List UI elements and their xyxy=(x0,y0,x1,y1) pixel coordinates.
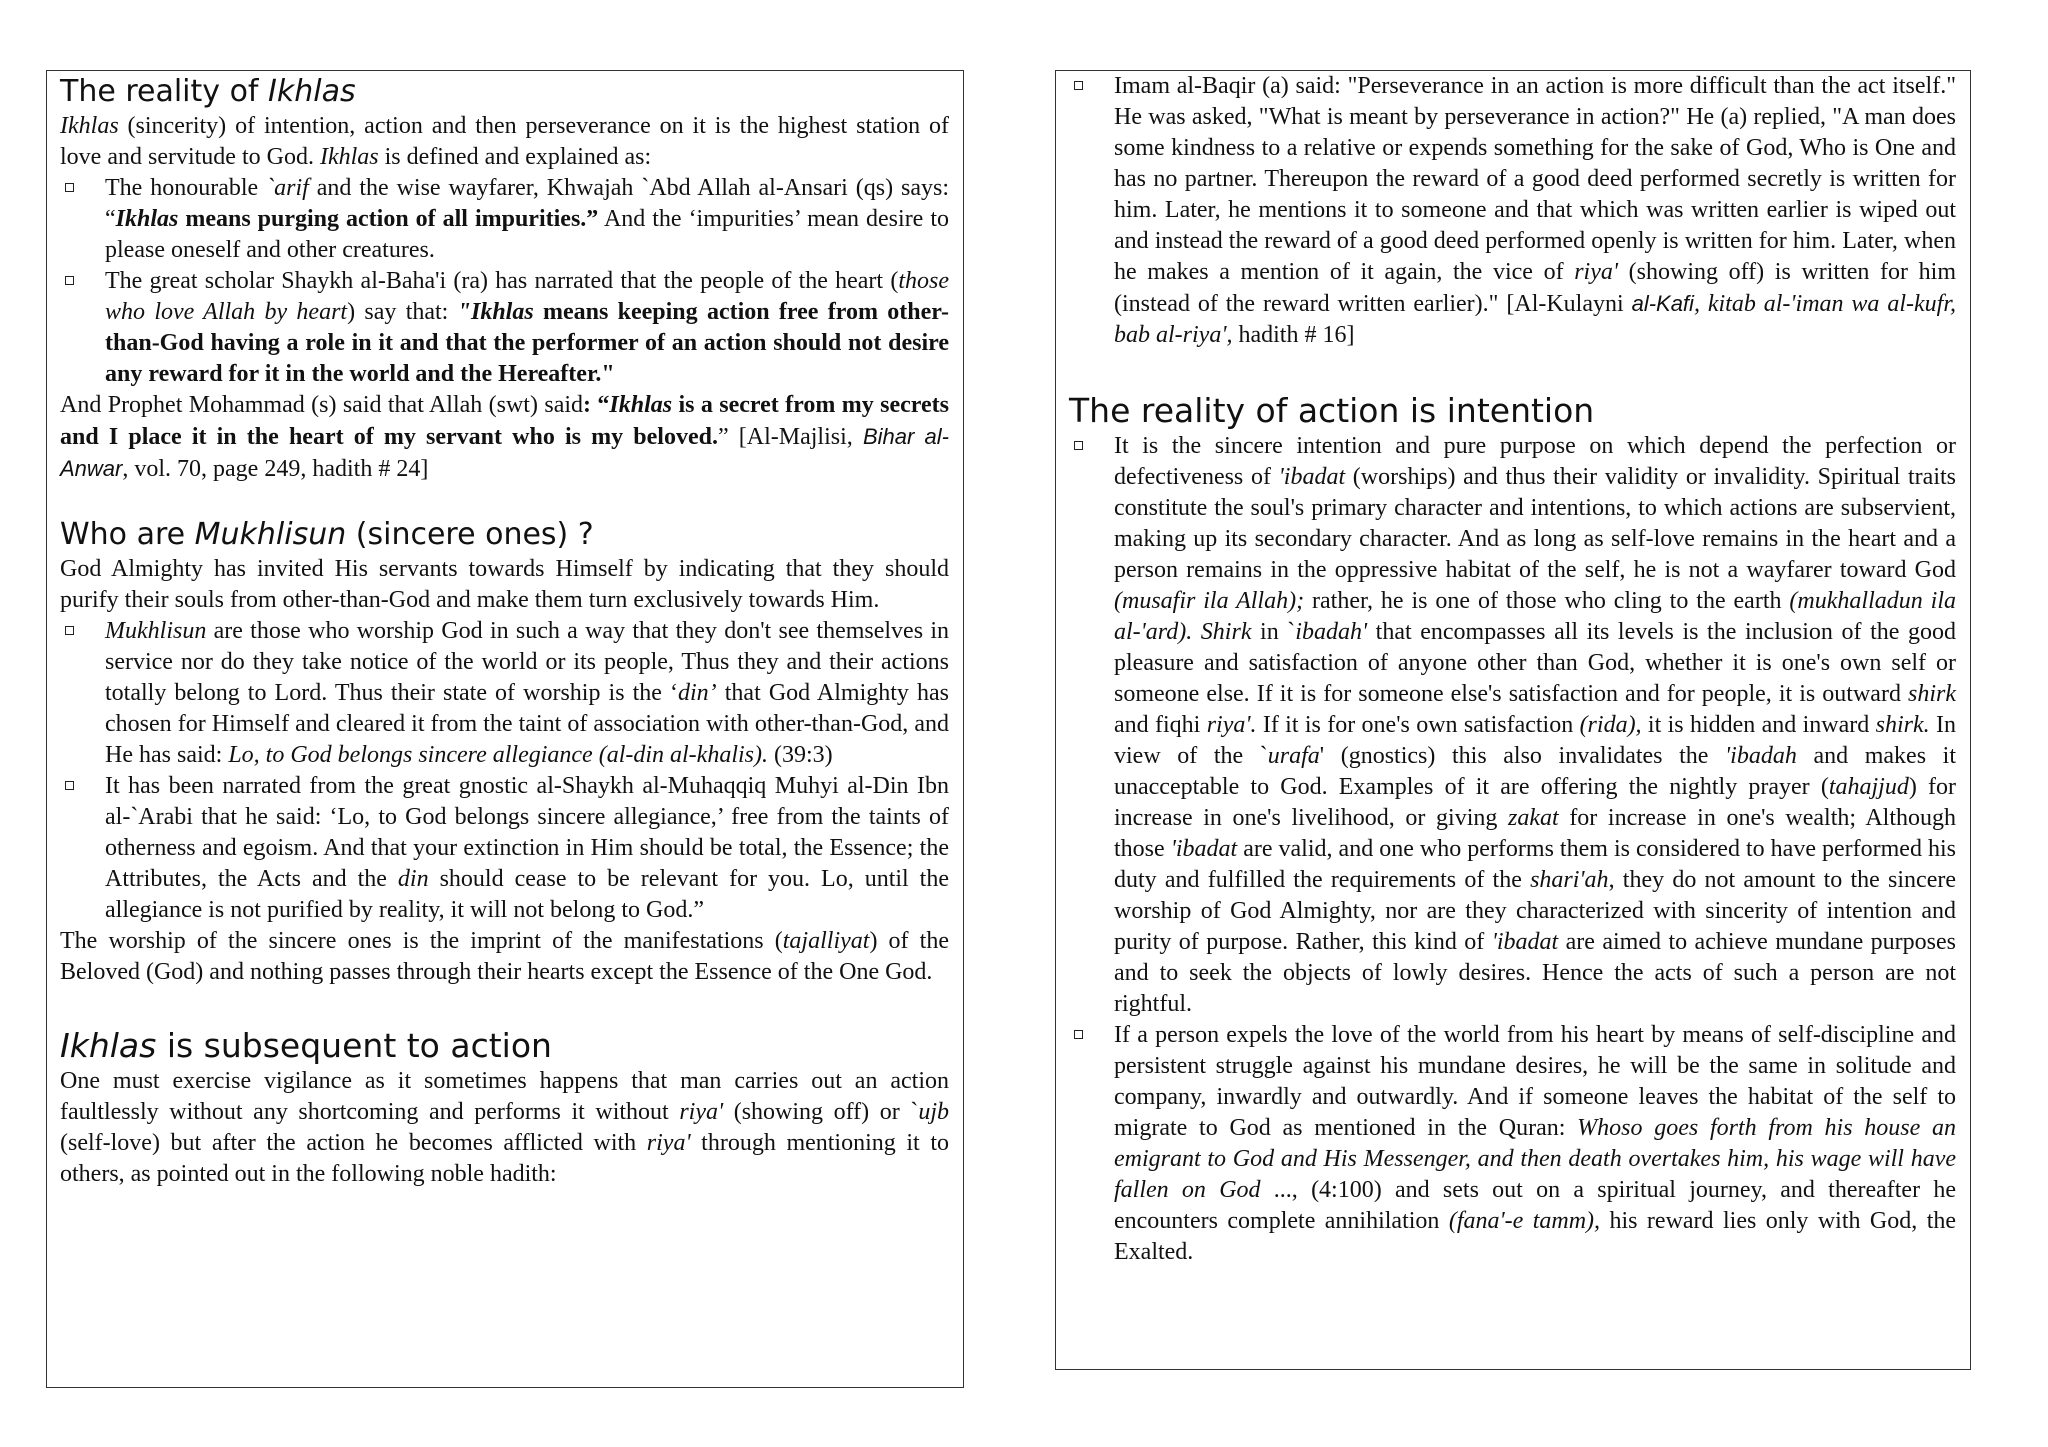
worship-paragraph: The worship of the sincere ones is the imprint of the manifestations (tajalliyat) of the Beloved (God) and nothing passes through their hearts except the Essence of the One God. xyxy=(60,928,950,985)
bullet-ansari: The honourable `arif and the wise wayfarer, Khwajah `Abd Allah al-Ansari (qs) says: “Ikhlas means purging action of all impurities.” And the ‘impurities’ mean desire to please oneself and other creatures. xyxy=(60,173,949,266)
bullet-mukhlisun: Mukhlisun are those who worship God in such a way that they don't see themselves in service nor do they take notice of the world or its people, Thus they and their actions totally belong to Lord. Thus their state of worship is the ‘din’ that God Almighty has chosen for Himself and cleared it from the taint of association with other-than-God, and He has said: Lo, to God belongs sincere allegiance (al-din al-khalis). (39:3) xyxy=(60,616,949,771)
checkbox-bullet-icon xyxy=(1074,441,1083,450)
checkbox-bullet-icon xyxy=(65,781,74,790)
bullet-sincere-intention: It is the sincere intention and pure purpose on which depend the perfection or defectiveness of 'ibadat (worships) and thus their validity or invalidity. Spiritual traits constitute the soul's primary character and intentions, to which actions are subservient, making up its secondary character. And as long as self-love remains in the heart and a person remains in the oppressive habitat of the self, he is not a wayfarer toward God (musafir ila Allah); rather, he is one of those who cling to the earth (mukhalladun ila al-'ard). Shirk in `ibadah' that encompasses all its levels is the inclusion of the good pleasure and satisfaction of anyone other than God, whether it is one's own self or someone else. If it is for someone else's satisfaction and for people, it is outward shirk and fiqhi riya'. If it is for one's own satisfaction (rida), it is hidden and inward shirk. In view of the `urafa' (gnostics) this also invalidates the 'ibadah and makes it unacceptable to God. Examples of it are offering the nightly prayer (tahajjud) for increase in one's livelihood, or giving zakat for increase in one's wealth; Although those 'ibadat are valid, and one who performs them is considered to have performed his duty and fulfilled the requirements of the shari'ah, they do not amount to the sincere worship of God Almighty, nor are they characterized with sincerity of intention and purity of purpose. Rather, this kind of 'ibadat are aimed to achieve mundane purposes and to seek the objects of lowly desires. Hence the acts of such a person are not rightful. xyxy=(1069,431,1956,1020)
heading-reality-of-ikhlas: The reality of Ikhlas xyxy=(60,74,356,109)
checkbox-bullet-icon xyxy=(65,626,74,635)
bullet-bahai: The great scholar Shaykh al-Baha'i (ra) has narrated that the people of the heart (those who love Allah by heart) say that: "Ikhlas means keeping action free from other-than-God having a role in it and that the performer of an action should not desire any reward for it in the world and the Hereafter." xyxy=(60,266,949,390)
bullet-imam-baqir: Imam al-Baqir (a) said: "Perseverance in an action is more difficult than the act itself." He was asked, "What is meant by perseverance in action?" He (a) replied, "A man does some kindness to a relative or expends something for the sake of God, Who is One and has no partner. Thereupon the reward of a good deed performed secretly is written for him. Later, he mentions it to someone and that which was written earlier is wiped out and instead the reward of a good deed performed openly is written for him. Later, when he makes a mention of it again, the vice of riya' (showing off) is written for him (instead of the reward written earlier)." [Al-Kulayni al-Kafi, kitab al-'iman wa al-kufr, bab al-riya', hadith # 16] xyxy=(1069,71,1956,351)
right-column xyxy=(1055,70,1971,1370)
bullet-ibn-arabi: It has been narrated from the great gnostic al-Shaykh al-Muhaqqiq Muhyi al-Din Ibn al-`Arabi that he said: ‘Lo, to God belongs sincere allegiance,’ free from the taints of otherness and egoism. And that your extinction in Him should be total, the Essence; the Attributes, the Acts and the din should cease to be relevant for you. Lo, until the allegiance is not purified by reality, it will not belong to God.” xyxy=(60,771,949,926)
heading-reality-of-action: The reality of action is intention xyxy=(1069,391,1595,430)
checkbox-bullet-icon xyxy=(1074,81,1083,90)
vigilance-paragraph: One must exercise vigilance as it sometimes happens that man carries out an action faultlessly without any shortcoming and performs it without riya' (showing off) or `ujb (self-love) but after the action he becomes afflicted with riya' through mentioning it to others, as pointed out in the following noble hadith: xyxy=(60,1068,949,1187)
who-intro-paragraph: God Almighty has invited His servants towards Himself by indicating that they should purify their souls from other-than-God and make them turn exclusively towards Him. xyxy=(60,556,949,613)
heading-who-are-mukhlisun: Who are Mukhlisun (sincere ones) ? xyxy=(60,517,594,552)
checkbox-bullet-icon xyxy=(65,183,74,192)
prophet-paragraph: And Prophet Mohammad (s) said that Allah (swt) said: “Ikhlas is a secret from my secrets and I place it in the heart of my servant who is my beloved.” [Al-Majlisi, Bihar al-Anwar, vol. 70, page 249, hadith # 24] xyxy=(60,392,950,482)
heading-ikhlas-subsequent: Ikhlas is subsequent to action xyxy=(60,1026,552,1065)
checkbox-bullet-icon xyxy=(1074,1030,1083,1039)
intro-paragraph: Ikhlas (sincerity) of intention, action and then perseverance on it is the highest station of love and servitude to God. Ikhlas is defined and explained as: xyxy=(60,113,949,170)
left-column xyxy=(46,70,964,1388)
bullet-expels-love: If a person expels the love of the world from his heart by means of self-discipline and persistent struggle against his mundane desires, he will be the same in solitude and company, inwardly and outwardly. And if someone leaves the habitat of the self to migrate to God as mentioned in the Quran: Whoso goes forth from his house an emigrant to God and His Messenger, and then death overtakes him, his wage will have fallen on God ..., (4:100) and sets out on a spiritual journey, and thereafter he encounters complete annihilation (fana'-e tamm), his reward lies only with God, the Exalted. xyxy=(1069,1020,1956,1268)
checkbox-bullet-icon xyxy=(65,276,74,285)
